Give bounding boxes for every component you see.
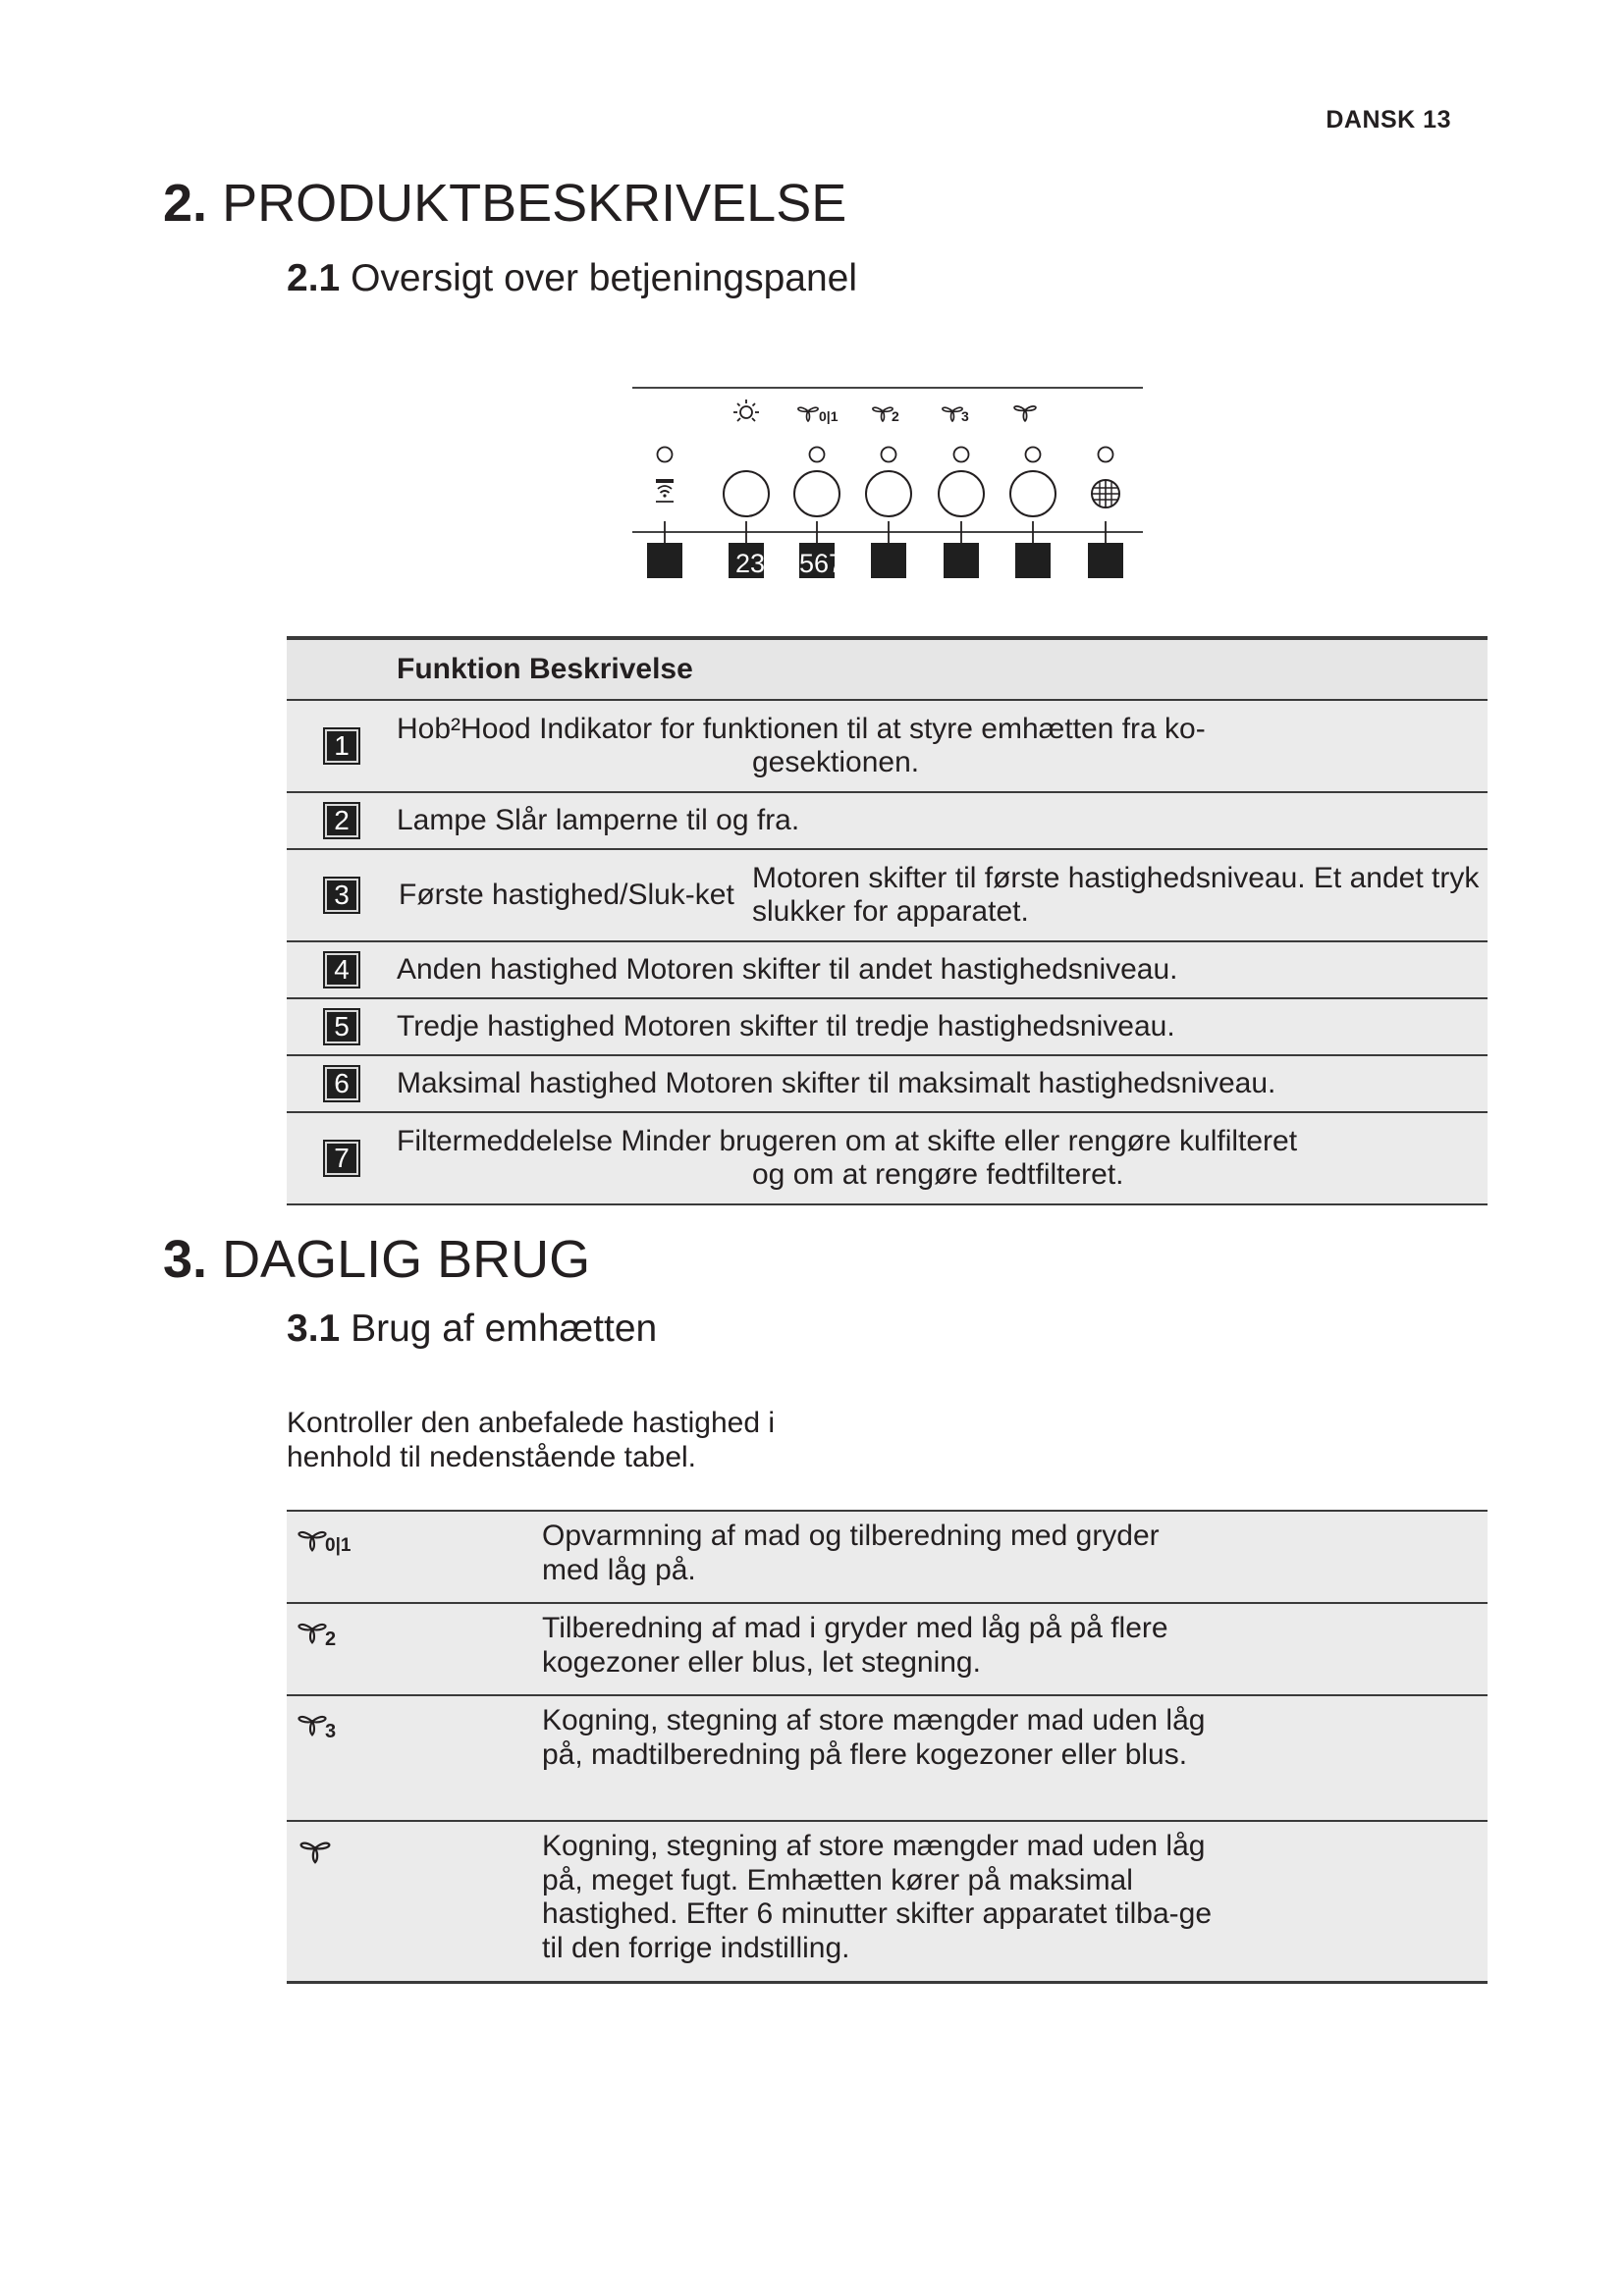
usage-text: Tilberedning af mad i gryder med låg på på flere kogezoner eller blus, let stegning. bbox=[542, 1612, 1168, 1679]
fan-speed-max-icon bbox=[297, 1830, 359, 1869]
row-description: Motoren skifter til første hastighedsniveau. Et andet tryk slukker for apparatet. bbox=[752, 849, 1488, 941]
fan-speed-2-icon bbox=[297, 1612, 359, 1651]
indicator-leds bbox=[658, 448, 1113, 462]
table-row bbox=[287, 792, 1488, 849]
fan-speed-2-icon bbox=[873, 407, 899, 424]
row-number: 7 bbox=[323, 1140, 360, 1177]
filter-icon bbox=[1092, 480, 1119, 507]
row-text-cont: og om at rengøre fedtfilteret. bbox=[752, 1158, 1124, 1191]
table-row bbox=[287, 700, 1488, 792]
fan-speed-max-icon bbox=[1014, 406, 1036, 421]
svg-text:3: 3 bbox=[325, 1721, 337, 1742]
table-row bbox=[287, 998, 1488, 1055]
section-3-title: 3. DAGLIG BRUG bbox=[163, 1230, 591, 1289]
row-number: 4 bbox=[323, 951, 360, 988]
row-text: Filtermeddelelse Minder brugeren om at skifte eller rengøre kulfilteret bbox=[397, 1124, 1298, 1157]
row-text-cont: gesektionen. bbox=[752, 746, 920, 778]
table-row bbox=[287, 1695, 1488, 1821]
row-text: Hob²Hood Indikator for funktionen til at styre emhætten fra ko- bbox=[397, 712, 1206, 745]
usage-table bbox=[287, 1510, 1488, 1984]
fan-speed-3-icon bbox=[297, 1704, 359, 1743]
row-number: 5 bbox=[323, 1008, 360, 1045]
usage-text: Kogning, stegning af store mængder mad uden låg på, meget fugt. Emhætten kører på maksimal hastighed. Efter 6 minutter skifter apparatet tilba-ge til den forrige indstilling. bbox=[542, 1830, 1213, 1964]
section-3-1-title: 3.1 Brug af emhætten bbox=[287, 1308, 658, 1350]
svg-text:2: 2 bbox=[325, 1629, 337, 1650]
table-header-row bbox=[287, 638, 1488, 700]
callout-box bbox=[647, 543, 682, 578]
row-text: Lampe Slår lamperne til og fra. bbox=[397, 792, 1488, 849]
lamp-icon bbox=[733, 400, 759, 421]
svg-text:2: 2 bbox=[892, 408, 899, 424]
control-buttons bbox=[724, 471, 1056, 516]
row-text: Tredje hastighed Motoren skifter til tredje hastighedsniveau. bbox=[397, 998, 1488, 1055]
table-row bbox=[287, 941, 1488, 998]
function-table bbox=[287, 636, 1488, 1205]
hob2hood-indicator-icon bbox=[656, 479, 674, 502]
control-panel-diagram bbox=[624, 378, 1149, 584]
callout-box bbox=[1088, 543, 1123, 578]
callout-box bbox=[1015, 543, 1051, 578]
fan-speed-0-1-icon bbox=[297, 1520, 359, 1559]
fan-speed-3-icon bbox=[943, 407, 969, 424]
svg-text:0|1: 0|1 bbox=[325, 1535, 352, 1556]
page-label: DANSK 13 bbox=[1326, 106, 1451, 133]
table-header: Funktion Beskrivelse bbox=[397, 638, 1488, 700]
row-number: 6 bbox=[323, 1065, 360, 1102]
callout-label: 23 bbox=[735, 549, 766, 578]
svg-text:3: 3 bbox=[961, 408, 969, 424]
row-text: Maksimal hastighed Motoren skifter til maksimalt hastighedsniveau. bbox=[397, 1055, 1488, 1112]
fan-speed-0-1-icon bbox=[798, 407, 839, 424]
svg-text:0|1: 0|1 bbox=[819, 408, 839, 424]
section-2-title: 2. PRODUKTBESKRIVELSE bbox=[163, 174, 847, 233]
table-row bbox=[287, 849, 1488, 941]
callout-label: 567 bbox=[799, 549, 844, 578]
section-2-1-title: 2.1 Oversigt over betjeningspanel bbox=[287, 257, 858, 299]
table-row bbox=[287, 1511, 1488, 1603]
table-row bbox=[287, 1821, 1488, 1982]
usage-text: Kogning, stegning af store mængder mad uden låg på, madtilberedning på flere kogezoner eller blus. bbox=[542, 1704, 1206, 1771]
table-row bbox=[287, 1112, 1488, 1204]
row-text: Anden hastighed Motoren skifter til andet hastighedsniveau. bbox=[397, 941, 1488, 998]
callout-boxes bbox=[647, 543, 1123, 578]
row-number: 3 bbox=[323, 877, 360, 914]
callout-box bbox=[871, 543, 906, 578]
intro-paragraph: Kontroller den anbefalede hastighed i henhold til nedenstående tabel. bbox=[287, 1407, 776, 1473]
row-function-name: Første hastighed/Sluk-ket bbox=[397, 849, 752, 941]
table-row bbox=[287, 1603, 1488, 1695]
usage-text: Opvarmning af mad og tilberedning med gryder med låg på. bbox=[542, 1520, 1160, 1586]
row-number: 2 bbox=[323, 802, 360, 839]
callout-box bbox=[944, 543, 979, 578]
table-row bbox=[287, 1055, 1488, 1112]
row-number: 1 bbox=[323, 727, 360, 765]
